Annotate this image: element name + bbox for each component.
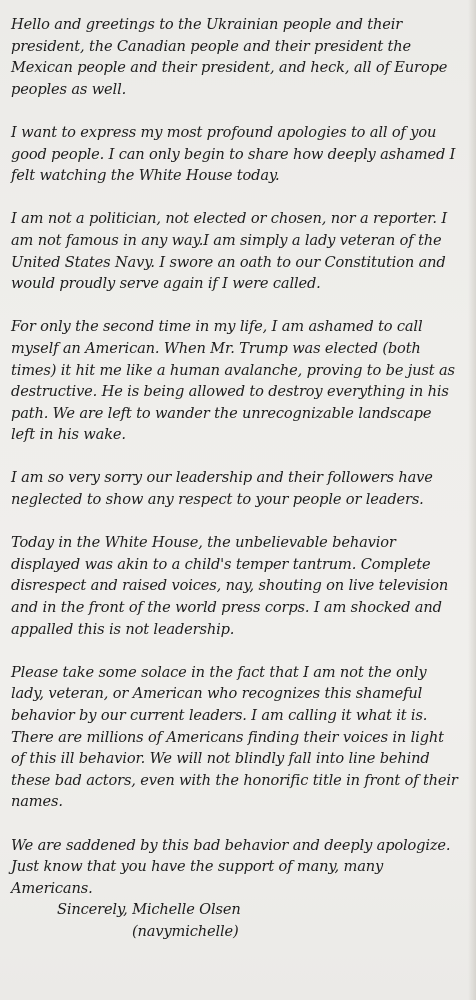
text-line: We are saddened by this bad behavior and deeply apologize. <box>11 836 451 854</box>
text-line: of this ill behavior. We will not blindly fall into line behind <box>11 750 430 768</box>
text-line: names. <box>11 793 63 811</box>
paragraph-solace <box>11 662 465 813</box>
text-line: Mexican people and their president, and heck, all of Europe <box>11 59 448 77</box>
text-line: I am so very sorry our leadership and their followers have <box>11 469 433 487</box>
text-line: behavior by our current leaders. I am calling it what it is. <box>11 707 428 724</box>
paragraph-white-house <box>11 532 465 640</box>
text-line: and in the front of the world press corps. I am shocked and <box>11 599 442 617</box>
paragraph-introduction <box>11 208 465 294</box>
paragraph-apology <box>11 122 465 187</box>
text-line: lady, veteran, or American who recognizes this shameful <box>11 685 423 703</box>
text-line: Today in the White House, the unbelievable behavior <box>11 534 396 552</box>
text-line: disrespect and raised voices, nay, shouting on live television <box>11 577 449 595</box>
text-line: myself an American. When Mr. Trump was elected (both <box>11 339 421 357</box>
paragraph-sorry <box>11 467 465 510</box>
letter-body <box>11 14 465 943</box>
text-line: times) it hit me like a human avalanche, proving to be just as <box>11 361 455 379</box>
text-line: Just know that you have the support of many, many <box>11 858 384 876</box>
paper-edge-shadow <box>468 0 476 1000</box>
text-line: Americans. <box>11 879 93 897</box>
text-line: these bad actors, even with the honorific title in front of their <box>11 771 458 789</box>
text-line: destructive. He is being allowed to destroy everything in his <box>11 383 449 401</box>
text-line: left in his wake. <box>11 426 126 444</box>
author-handle: (navymichelle) <box>132 922 239 940</box>
text-line: appalled this is not leadership. <box>11 620 235 638</box>
text-line: president, the Canadian people and their president the <box>11 37 411 55</box>
text-line: path. We are left to wander the unrecognizable landscape <box>11 404 432 422</box>
text-line: There are millions of Americans finding their voices in light <box>11 728 444 746</box>
text-line: United States Navy. I swore an oath to our Constitution and <box>11 253 446 271</box>
text-line: neglected to show any respect to your people or leaders. <box>11 491 424 509</box>
text-line: Please take some solace in the fact that I am not the only <box>11 663 427 681</box>
text-line: displayed was akin to a child's temper tantrum. Complete <box>11 555 431 573</box>
text-line: I am not a politician, not elected or chosen, nor a reporter. I <box>11 210 447 228</box>
text-line: For only the second time in my life, I am ashamed to call <box>11 318 423 336</box>
paragraph-support <box>11 835 465 900</box>
closing-block <box>11 899 465 942</box>
signature: Sincerely, Michelle Olsen <box>57 901 241 919</box>
text-line: peoples as well. <box>11 80 127 98</box>
paragraph-greeting <box>11 14 465 100</box>
paragraph-ashamed <box>11 316 465 446</box>
text-line: Hello and greetings to the Ukrainian people and their <box>11 16 403 33</box>
text-line: I want to express my most profound apologies to all of you <box>11 123 437 141</box>
text-line: good people. I can only begin to share how deeply ashamed I <box>11 145 456 163</box>
text-line: am not famous in any way.I am simply a lady veteran of the <box>11 231 442 249</box>
text-line: would proudly serve again if I were called. <box>11 275 321 293</box>
text-line: felt watching the White House today. <box>11 167 280 185</box>
